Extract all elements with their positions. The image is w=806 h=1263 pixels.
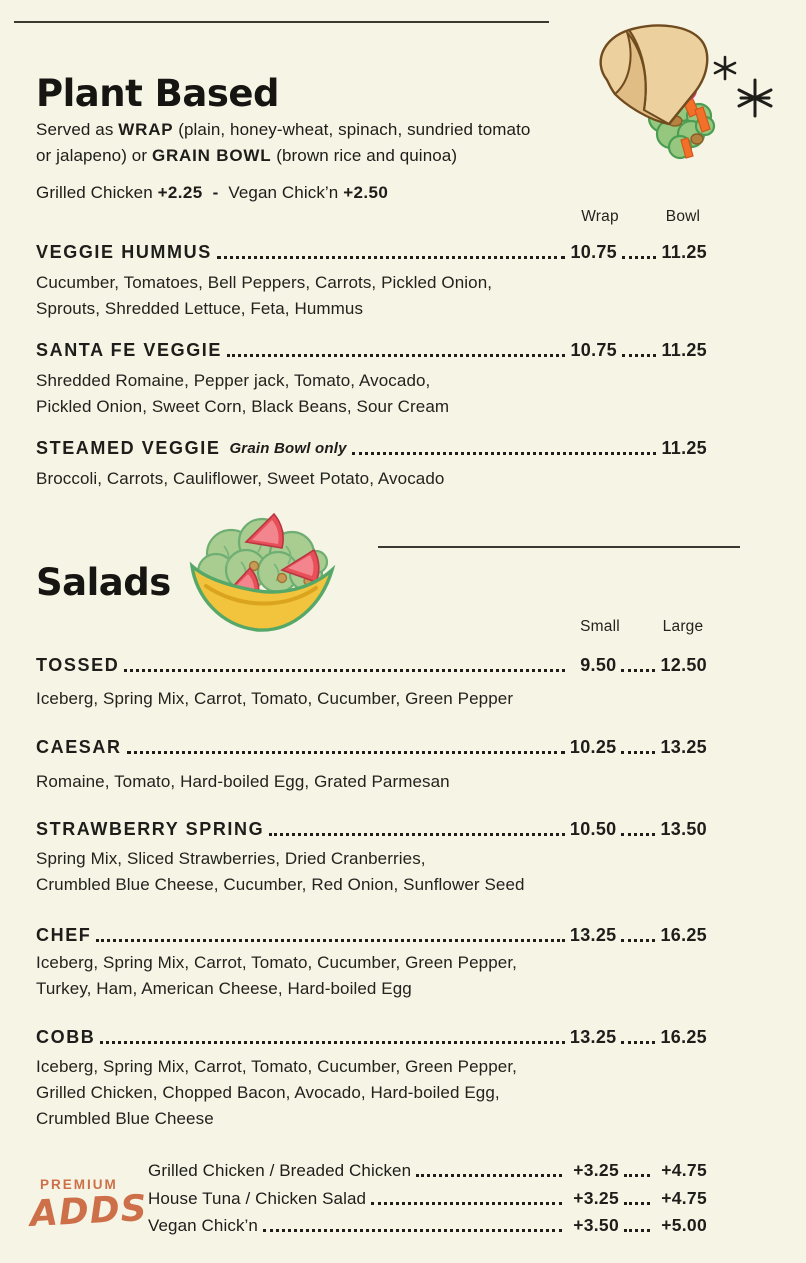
intro-bold-wrap: WRAP — [118, 120, 174, 139]
item-price-small: 13.25 — [569, 925, 617, 945]
column-header-wrap: Wrap — [581, 208, 619, 225]
dot-leader — [621, 1037, 655, 1044]
item-price-small: 10.50 — [569, 819, 617, 839]
dot-leader — [621, 665, 655, 672]
item-description — [36, 270, 492, 322]
item-description — [36, 769, 450, 795]
premium-add-price-small: +3.25 — [573, 1187, 619, 1208]
description-line: Shredded Romaine, Pepper jack, Tomato, Avocado, — [36, 371, 431, 390]
item-name: CHEF — [36, 925, 92, 945]
dot-leader — [621, 829, 655, 836]
column-header-bowl: Bowl — [665, 208, 701, 225]
item-price-small: 10.25 — [569, 737, 617, 757]
item-price-small: 9.50 — [580, 655, 617, 675]
column-header-large: Large — [662, 618, 704, 635]
item-price-large: 16.25 — [660, 1027, 707, 1047]
plant-based-intro — [36, 117, 616, 168]
addon-price: +2.25 — [157, 183, 203, 202]
item-description — [36, 1054, 517, 1132]
plant-based-section-title: Plant Based — [36, 72, 279, 115]
description-line: Spring Mix, Sliced Strawberries, Dried Cranberries, — [36, 849, 426, 868]
item-price-wrap: 10.75 — [570, 242, 617, 262]
dot-leader — [416, 1170, 562, 1177]
addon-separator: - — [212, 183, 219, 202]
dot-leader — [352, 448, 656, 455]
menu-item-row — [36, 341, 707, 359]
description-line: Grilled Chicken, Chopped Bacon, Avocado, Hard-boiled Egg, — [36, 1083, 500, 1102]
menu-item-row — [36, 439, 707, 457]
salad-bowl-illustration — [186, 502, 338, 644]
dot-leader — [124, 665, 565, 672]
item-description — [36, 686, 513, 712]
dot-leader — [621, 935, 655, 942]
description-line: Cucumber, Tomatoes, Bell Peppers, Carrots, Pickled Onion, — [36, 273, 493, 292]
item-description — [36, 846, 525, 898]
description-line: Iceberg, Spring Mix, Carrot, Tomato, Cucumber, Green Pepper, — [36, 1057, 517, 1076]
description-line: Turkey, Ham, American Cheese, Hard-boiled Egg — [36, 979, 412, 998]
top-divider-rule — [14, 21, 549, 23]
dot-leader — [227, 350, 565, 357]
dot-leader — [127, 747, 565, 754]
premium-add-row — [148, 1189, 707, 1207]
item-price-large: 12.50 — [660, 655, 707, 675]
description-line: Broccoli, Carrots, Cauliflower, Sweet Potato, Avocado — [36, 469, 445, 488]
description-line: Iceberg, Spring Mix, Carrot, Tomato, Cucumber, Green Pepper, — [36, 953, 517, 972]
item-description — [36, 950, 517, 1002]
dot-leader — [621, 747, 655, 754]
premium-add-name: Vegan Chick’n — [148, 1216, 258, 1235]
dot-leader — [100, 1037, 565, 1044]
sparkle-asterisks — [715, 57, 771, 116]
menu-item-row — [36, 1028, 707, 1046]
dot-leader — [624, 1198, 650, 1205]
item-price-bowl: 11.25 — [661, 438, 707, 458]
protein-addons-line — [36, 183, 388, 203]
item-name: COBB — [36, 1027, 96, 1047]
premium-add-row — [148, 1216, 707, 1234]
premium-adds-script-word: ADDS — [28, 1187, 149, 1236]
item-note: Grain Bowl only — [229, 439, 347, 457]
dot-leader — [624, 1170, 650, 1177]
description-line: Pickled Onion, Sweet Corn, Black Beans, Sour Cream — [36, 397, 450, 416]
menu-item-row — [36, 243, 707, 261]
dot-leader — [263, 1225, 562, 1232]
premium-add-price-large: +4.75 — [661, 1159, 707, 1180]
dot-leader — [624, 1225, 650, 1232]
description-line: Crumbled Blue Cheese, Cucumber, Red Onion, Sunflower Seed — [36, 875, 525, 894]
item-name: SANTA FE VEGGIE — [36, 340, 223, 360]
premium-add-price-small: +3.25 — [573, 1159, 619, 1180]
premium-add-price-small: +3.50 — [573, 1214, 619, 1235]
item-name: CAESAR — [36, 737, 122, 757]
intro-text: Served as — [36, 120, 119, 139]
intro-bold-grain-bowl: GRAIN BOWL — [151, 145, 272, 165]
item-price-large: 13.25 — [660, 737, 707, 757]
premium-adds-kicker: PREMIUM — [40, 1177, 118, 1192]
item-name: STRAWBERRY SPRING — [36, 819, 265, 839]
item-description — [36, 368, 449, 420]
menu-item-row — [36, 820, 707, 838]
salads-section-title: Salads — [36, 561, 171, 604]
premium-add-name: Grilled Chicken / Breaded Chicken — [148, 1161, 412, 1180]
item-name: TOSSED — [36, 655, 120, 675]
description-line: Iceberg, Spring Mix, Carrot, Tomato, Cucumber, Green Pepper — [36, 689, 514, 708]
item-name: STEAMED VEGGIE — [36, 438, 221, 458]
premium-add-price-large: +4.75 — [661, 1187, 707, 1208]
menu-item-row — [36, 656, 707, 674]
premium-add-name: House Tuna / Chicken Salad — [148, 1189, 367, 1208]
item-price-wrap: 10.75 — [570, 340, 617, 360]
item-price-large: 16.25 — [660, 925, 707, 945]
description-line: Crumbled Blue Cheese — [36, 1109, 214, 1128]
dot-leader — [217, 252, 566, 259]
description-line: Romaine, Tomato, Hard-boiled Egg, Grated Parmesan — [36, 772, 450, 791]
intro-text: (plain, honey-wheat, spinach, sundried tomato — [173, 120, 531, 139]
menu-item-row — [36, 738, 707, 756]
addon-price: +2.50 — [343, 183, 389, 202]
premium-add-price-large: +5.00 — [661, 1214, 707, 1235]
addon-label: Grilled Chicken — [36, 183, 158, 202]
intro-text: (brown rice and quinoa) — [271, 145, 458, 165]
salads-divider-rule — [378, 546, 740, 548]
dot-leader — [371, 1198, 562, 1205]
item-description — [36, 466, 444, 492]
dot-leader — [96, 935, 565, 942]
premium-add-row — [148, 1161, 707, 1179]
description-line: Sprouts, Shredded Lettuce, Feta, Hummus — [36, 299, 364, 318]
dot-leader — [622, 350, 656, 357]
item-price-large: 13.50 — [660, 819, 707, 839]
item-price-bowl: 11.25 — [661, 340, 707, 360]
column-header-small: Small — [580, 618, 620, 635]
item-price-bowl: 11.25 — [661, 242, 707, 262]
dot-leader — [269, 829, 565, 836]
intro-text: or jalapeno) or — [36, 145, 152, 165]
menu-item-row — [36, 926, 707, 944]
item-name: VEGGIE HUMMUS — [36, 242, 212, 262]
addon-label: Vegan Chick’n — [228, 183, 344, 202]
dot-leader — [622, 252, 656, 259]
item-price-small: 13.25 — [569, 1027, 617, 1047]
